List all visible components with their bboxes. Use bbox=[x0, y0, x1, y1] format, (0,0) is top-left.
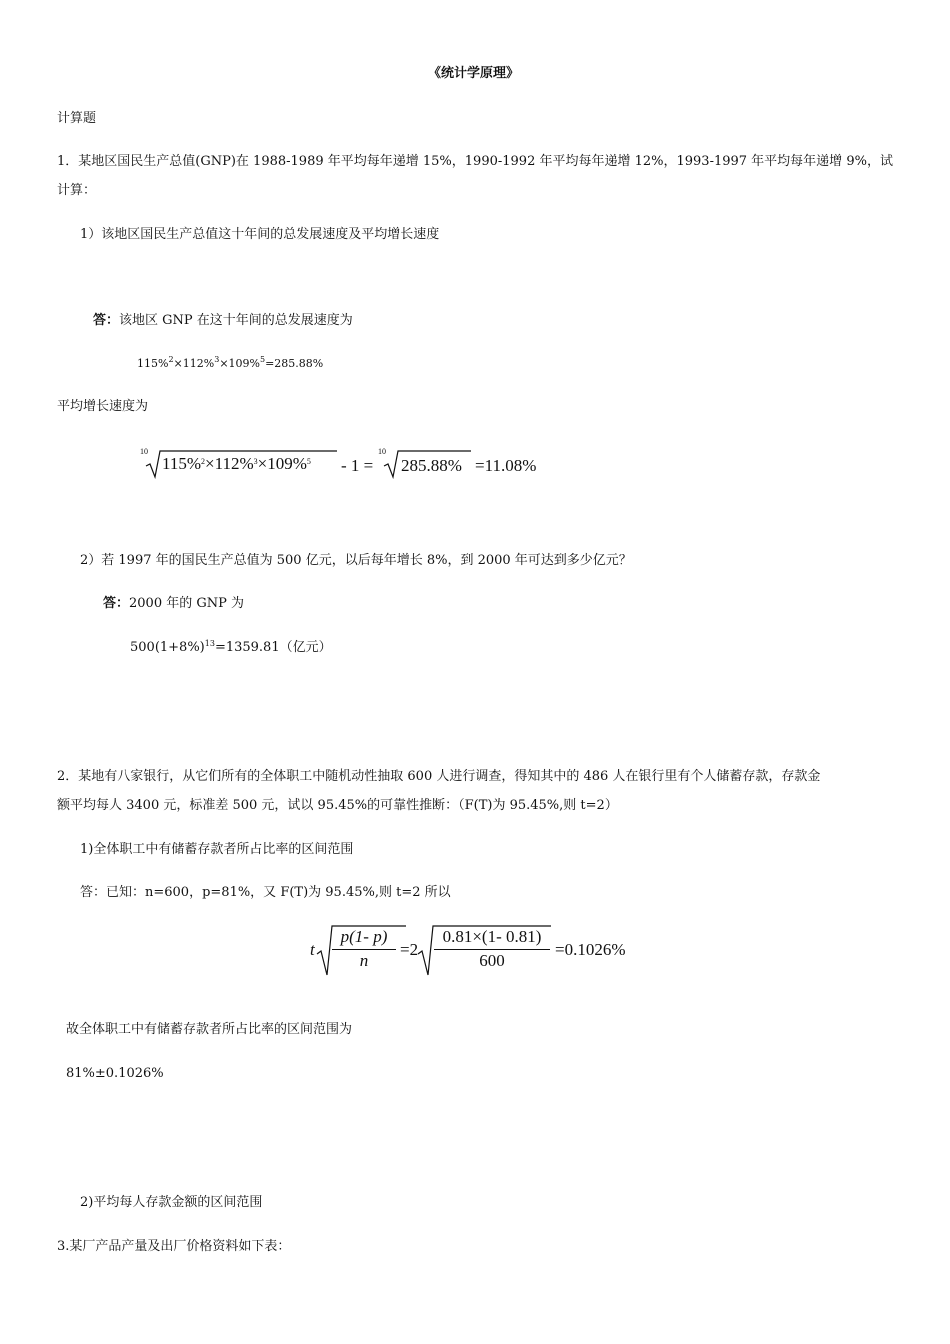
equals-2: =2 bbox=[400, 940, 419, 959]
q1-avg-growth-label: 平均增长速度为 bbox=[57, 399, 149, 414]
rad-term-1: 115% bbox=[162, 454, 202, 473]
q2-conclusion: 故全体职工中有储蓄存款者所占比率的区间范围为 bbox=[66, 1022, 353, 1037]
root-index-1: 10 bbox=[140, 447, 148, 456]
fraction-1 bbox=[332, 927, 396, 971]
calc-term-c: ×109% bbox=[219, 357, 260, 370]
q1-gnp-calc bbox=[130, 638, 332, 658]
t-symbol: t bbox=[310, 940, 315, 959]
minus-one: - 1 = bbox=[341, 456, 374, 475]
radicand-1 bbox=[162, 454, 311, 474]
q3-stem: 3.某厂产品产量及出厂价格资料如下表： bbox=[57, 1239, 291, 1254]
q2-interval-formula bbox=[310, 922, 650, 978]
rad-exp-2: 3 bbox=[253, 457, 258, 466]
q2-sub-question-1: 1)全体职工中有储蓄存款者所占比率的区间范围 bbox=[80, 842, 354, 857]
calc2-base: 500(1+8%) bbox=[130, 640, 205, 655]
calc2-result: =1359.81（亿元） bbox=[214, 640, 332, 655]
q2-sub-question-2: 2)平均每人存款金额的区间范围 bbox=[80, 1195, 263, 1210]
rad-exp-1: 2 bbox=[201, 457, 206, 466]
q1-stem-line2: 计算： bbox=[57, 183, 97, 198]
radicand-2: 285.88% bbox=[401, 456, 462, 475]
fraction-bar-1 bbox=[332, 949, 396, 950]
calc-exp-c: 5 bbox=[259, 355, 266, 364]
fraction-bar-2 bbox=[434, 949, 550, 950]
q1-avg-growth-formula bbox=[138, 444, 558, 480]
rad-term-3: ×109% bbox=[257, 454, 307, 473]
calc-term-a: 115% bbox=[137, 357, 169, 370]
answer-text: 该地区 GNP 在这十年间的总发展速度为 bbox=[119, 313, 353, 328]
calc2-exp: 13 bbox=[204, 639, 215, 648]
fraction-2 bbox=[434, 927, 550, 971]
calc-exp-b: 3 bbox=[214, 355, 220, 364]
calc-result: =285.88% bbox=[265, 357, 324, 370]
answer-label: 答： bbox=[93, 313, 120, 328]
q2-stem-line2: 额平均每人 3400 元，标准差 500 元，试以 95.45%的可靠性推断：（F(T)为 95.45%,则 t=2） bbox=[57, 798, 618, 813]
q1-total-speed-calc bbox=[137, 354, 323, 374]
q1-answer-1 bbox=[93, 311, 353, 331]
numerator-1: p(1- p) bbox=[340, 927, 388, 946]
q1-sub-question-2: 2）若 1997 年的国民生产总值为 500 亿元，以后每年增长 8%，到 2000 年可达到多少亿元？ bbox=[80, 553, 632, 568]
formula-t bbox=[310, 940, 315, 960]
answer-text: 2000 年的 GNP 为 bbox=[129, 596, 245, 611]
q1-stem-line1: 1．某地区国民生产总值(GNP)在 1988-1989 年平均每年递增 15%，1990-1992 年平均每年递增 12%，1993-1997 年平均每年递增 9%，试 bbox=[57, 154, 893, 169]
numerator-2: 0.81×(1- 0.81) bbox=[442, 927, 542, 946]
denominator-1: n bbox=[359, 951, 369, 970]
calc-exp-a: 2 bbox=[168, 355, 174, 364]
section-heading: 计算题 bbox=[57, 111, 97, 126]
denominator-2: 600 bbox=[479, 951, 505, 970]
root-index-2: 10 bbox=[378, 447, 386, 456]
formula-result-2: =0.1026% bbox=[555, 940, 626, 959]
rad-exp-3: 5 bbox=[306, 457, 311, 466]
formula-result: =11.08% bbox=[475, 456, 537, 475]
calc-term-b: ×112% bbox=[173, 357, 215, 370]
q1-answer-2 bbox=[103, 594, 244, 614]
q2-range: 81%±0.1026% bbox=[66, 1066, 164, 1081]
answer-label: 答： bbox=[103, 596, 130, 611]
q1-sub-question-1: 1）该地区国民生产总值这十年间的总发展速度及平均增长速度 bbox=[80, 227, 440, 242]
rad-term-2: ×112% bbox=[205, 454, 254, 473]
q2-answer: 答：已知：n=600，p=81%，又 F(T)为 95.45%,则 t=2 所以 bbox=[80, 885, 451, 900]
document-title: 《统计学原理》 bbox=[428, 66, 520, 81]
q2-stem-line1: 2．某地有八家银行，从它们所有的全体职工中随机动性抽取 600 人进行调查，得知其中的 486 人在银行里有个人储蓄存款，存款金 bbox=[57, 769, 821, 784]
